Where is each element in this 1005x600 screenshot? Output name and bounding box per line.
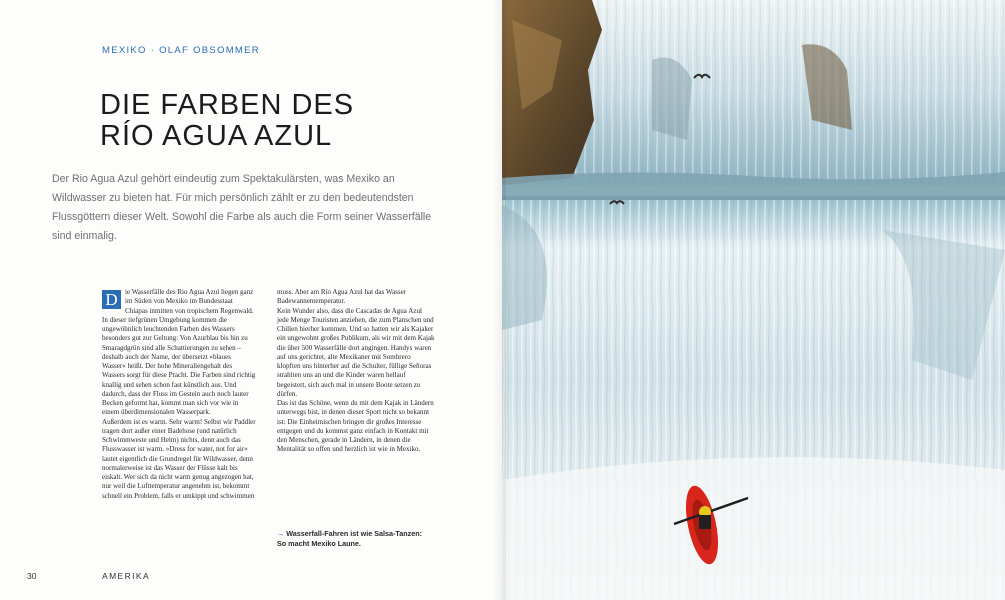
body-paragraph — [102, 288, 256, 418]
body-paragraph: Kein Wunder also, dass die Cascadas de Agua Azul jede Menge Touristen anziehen, die zum Planschen und Chillen hierher kommen. Und so hatten wir als Kajaker ein ungewohnt großes Publikum, als wir mit dem Kajak die über 500 Wasserfälle dort angingen. Handys waren auf uns gerichtet, alte Mexikaner mit Sombrero klopften uns hinterher auf die Schulter, füllige Señoras strahlten uns an und die Kinder waren hellauf begeistert, sich auch mal in unsere Boote setzen zu dürfen. — [277, 306, 435, 398]
body-paragraph-text: ie Wasserfälle des Rio Agua Azul liegen ganz im Süden von Mexiko im Bundesstaat Chiapas inmitten von tropischem Regenwald. In dieser tiefgrünen Umgebung kommen die ungewöhnlich leuchtenden Farben des Wassers besonders gut zur Geltung: Von Azurblau bis hin zu Smaragdgrün sind alle Schattierungen zu sehen – deshalb auch der Name, der übersetzt »blaues Wasser« heißt. Der hohe Mineraliengehalt des Wassers sorgt für diese Pracht. Die Farben sind richtig knallig und sehen schon fast künstlich aus. Und dadurch, dass der Fluss im Gestein auch noch lauter Becken geformt hat, kommt man sich vor wie in einem überdimensionalen Wasserpark. — [102, 288, 256, 417]
waterfall-illustration — [502, 0, 1005, 600]
article-kicker: MEXIKO · OLAF OBSOMMER — [102, 45, 260, 56]
page-number: 30 — [27, 571, 37, 581]
page-gutter — [492, 0, 506, 600]
waterfall-photo — [502, 0, 1005, 600]
article-headline — [100, 90, 354, 152]
headline-line-2: RÍO AGUA AZUL — [100, 120, 333, 152]
body-column-1 — [102, 288, 256, 501]
photo-caption — [277, 529, 427, 549]
arrow-right-icon: → — [277, 529, 285, 538]
body-paragraph: Das ist das Schöne, wenn du mit dem Kajak in Ländern unterwegs bist, in denen dieser Sport nicht so bekannt ist: Die Einheimischen bringen dir großes Interesse entgegen und du kommst ganz einfach in Kontakt mit den Menschen, gerade in Ländern, in denen die Mentalität so offen und herzlich ist wie in Mexiko. — [277, 399, 434, 454]
headline-line-1: DIE FARBEN DES — [100, 89, 355, 121]
article-lead: Der Rio Agua Azul gehört eindeutig zum Spektakulärsten, was Mexiko an Wildwasser zu bieten hat. Für mich persönlich zählt er zu den bedeutendsten Flussgöttern dieser Welt. Sowohl die Farbe als auch die Form seiner Wasserfälle sind einmalig. — [52, 173, 432, 242]
body-column-2 — [277, 288, 435, 455]
body-paragraph: Außerdem ist es warm. Sehr warm! Selbst wir Paddler tragen dort außer einer Badehose (und natürlich Schwimmweste und Helm) nichts, denn auch das Flusswasser ist warm. »Dress for water, not for air« lautet eigentlich die Grundregel für Wildwasser, denn normalerweise ist das Wasser der Flüsse kalt bis eiskalt. Wer sich da nicht warm genug angezogen hat, nur weil die Lufttemperatur angenehm ist, bekommt schnell ein Problem, falls er umkippt und schwimmen — [102, 417, 256, 500]
left-page — [0, 0, 502, 600]
photo-caption-text: Wasserfall-Fahren ist wie Salsa-Tanzen: So macht Mexiko Laune. — [277, 529, 422, 548]
body-paragraph: muss. Aber am Río Agua Azul hat das Wasser Badewannentemperatur. — [277, 288, 407, 306]
section-name: AMERIKA — [102, 571, 151, 581]
drop-cap: D — [102, 290, 121, 309]
